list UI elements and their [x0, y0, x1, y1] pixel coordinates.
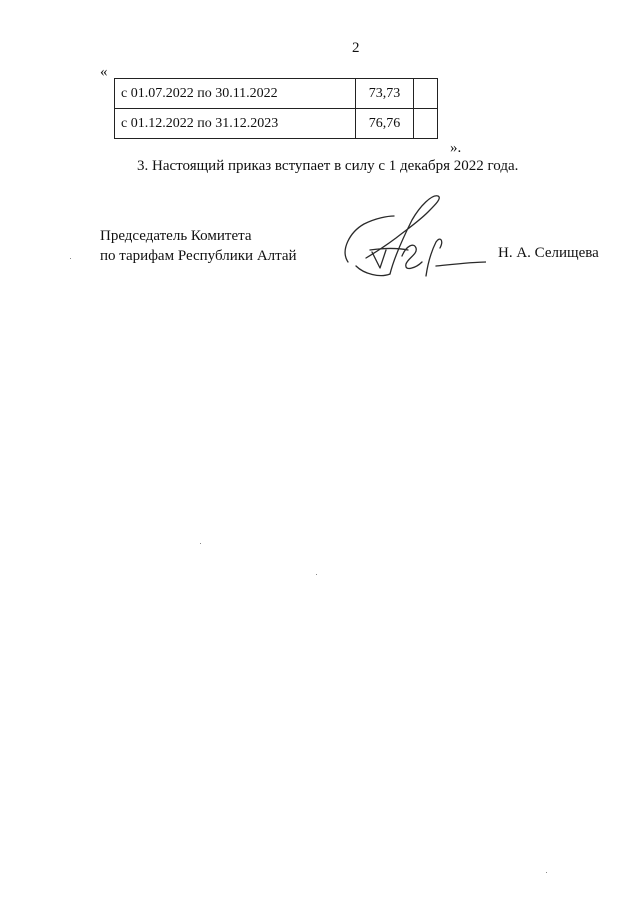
- scan-speck: [546, 872, 547, 873]
- signatory-title: [100, 226, 297, 266]
- signatory-title-line-1: Председатель Комитета: [100, 228, 252, 244]
- value-cell: 76,76: [356, 109, 414, 139]
- period-cell: с 01.07.2022 по 30.11.2022: [115, 79, 356, 109]
- table-row: [115, 109, 438, 139]
- tariff-table: [114, 78, 438, 139]
- period-cell: с 01.12.2022 по 31.12.2023: [115, 109, 356, 139]
- scan-speck: [200, 543, 201, 544]
- page-number: 2: [352, 40, 360, 56]
- scan-speck: [316, 574, 317, 575]
- signatory-name: Н. А. Селищева: [498, 245, 599, 261]
- closing-quote: ».: [450, 140, 462, 156]
- empty-cell: [414, 79, 438, 109]
- opening-quote: «: [100, 64, 108, 80]
- handwritten-signature: [336, 192, 486, 284]
- empty-cell: [414, 109, 438, 139]
- scan-speck: [70, 258, 71, 259]
- table-row: [115, 79, 438, 109]
- value-cell: 73,73: [356, 79, 414, 109]
- signatory-title-line-2: по тарифам Республики Алтай: [100, 248, 297, 264]
- effective-date-clause: 3. Настоящий приказ вступает в силу с 1 декабря 2022 года.: [137, 158, 519, 174]
